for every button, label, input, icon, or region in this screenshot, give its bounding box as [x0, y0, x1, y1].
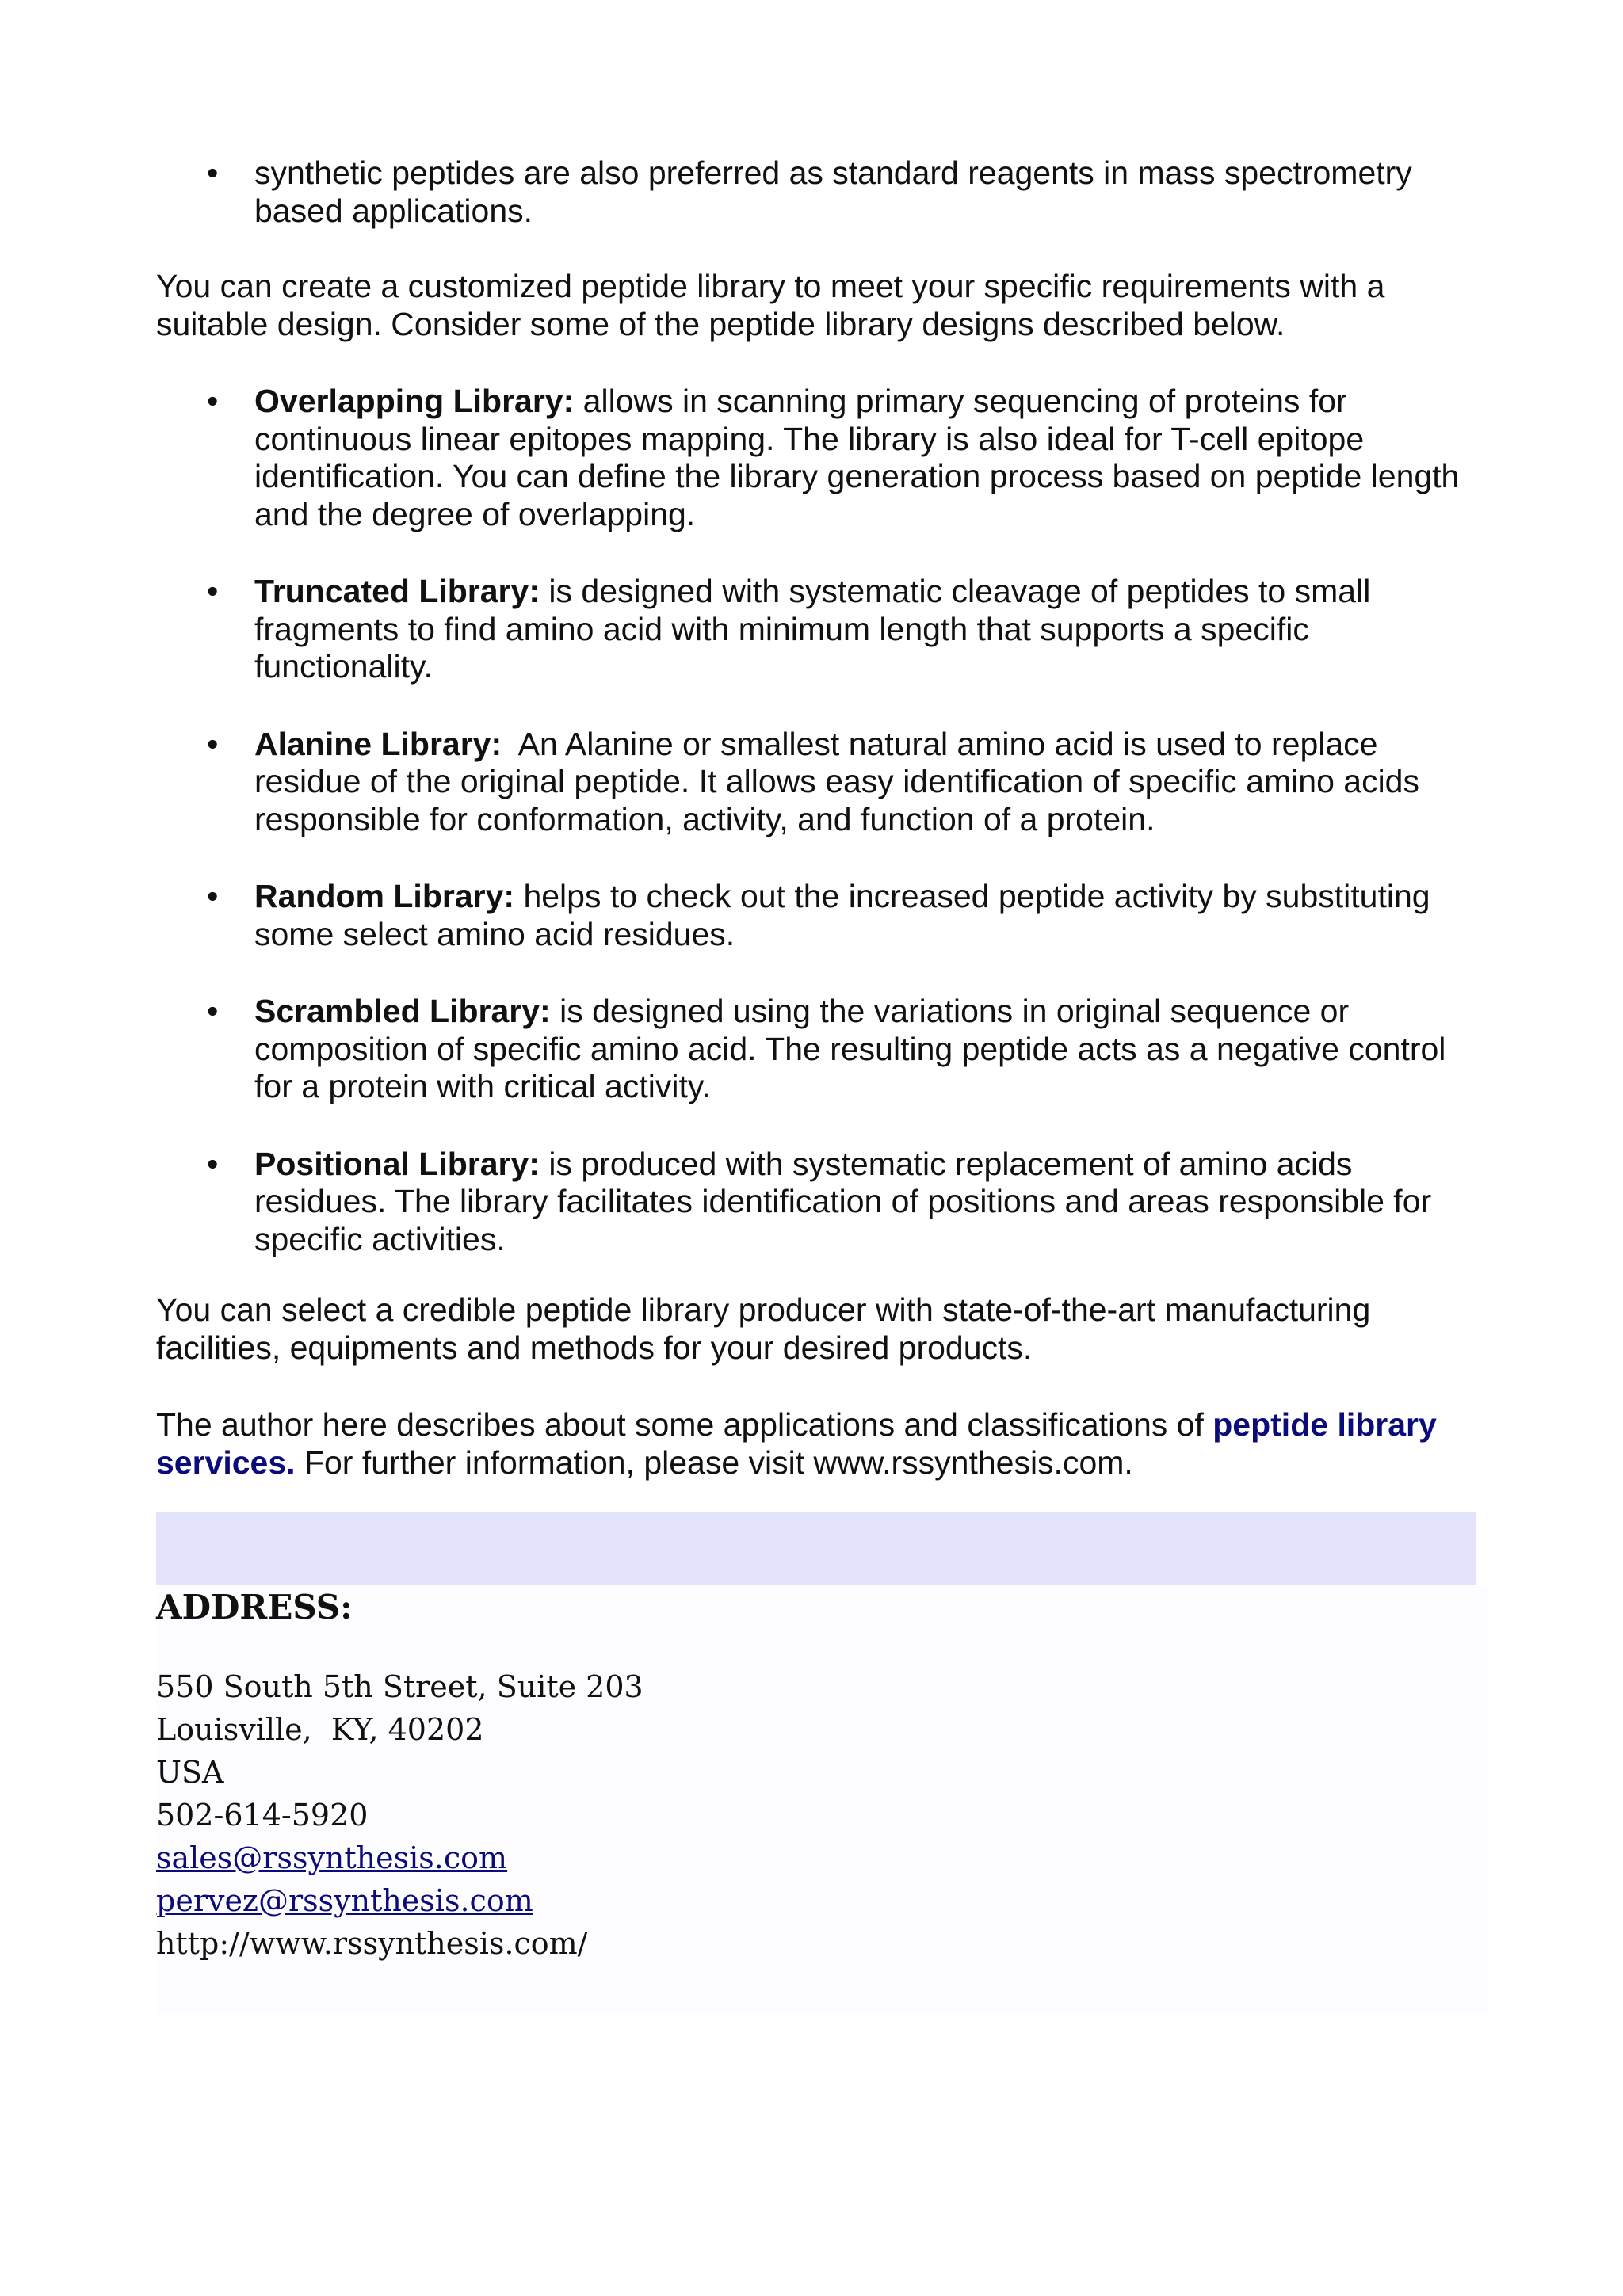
document-body	[156, 154, 1480, 1482]
pervez-email-link[interactable]: pervez@rssynthesis.com	[156, 1883, 533, 1918]
bullet-icon: •	[207, 725, 219, 762]
address-block	[156, 1586, 1487, 2014]
library-description: helps to check out the increased peptide activity by substituting some select amino acid residues.	[254, 878, 1430, 952]
library-description: allows in scanning primary sequencing of proteins for continuous linear epitopes mapping. The library is also ideal for T-cell epitope identification. You can define the library generation process based on peptide length and the degree of overlapping.	[254, 383, 1460, 532]
term-gap	[502, 726, 518, 762]
peptide-library-services-link[interactable]: peptide library services.	[156, 1406, 1437, 1481]
term-gap	[540, 573, 548, 609]
list-item-scrambled-library	[156, 993, 1480, 1106]
library-term: Scrambled Library:	[254, 993, 551, 1029]
list-item-alanine-library	[156, 726, 1480, 839]
library-description: is designed with systematic cleavage of peptides to small fragments to find amino acid with minimum length that supports a specific functionality.	[254, 573, 1371, 685]
author-paragraph	[156, 1406, 1480, 1482]
term-gap	[551, 993, 559, 1029]
sales-email-link[interactable]: sales@rssynthesis.com	[156, 1840, 508, 1875]
library-term: Truncated Library:	[254, 573, 540, 609]
address-street: 550 South 5th Street, Suite 203	[156, 1669, 643, 1704]
list-item-random-library	[156, 878, 1480, 953]
library-description: is designed using the variations in original sequence or composition of specific amino acid. The resulting peptide acts as a negative control for a protein with critical activity.	[254, 993, 1446, 1104]
list-item-truncated-library	[156, 573, 1480, 686]
address-website: http://www.rssynthesis.com/	[156, 1926, 588, 1961]
address-city: Louisville, KY, 40202	[156, 1712, 484, 1747]
term-gap	[514, 878, 523, 914]
bullet-icon: •	[207, 1145, 219, 1182]
bullet-icon: •	[207, 154, 219, 191]
intro-paragraph: You can create a customized peptide library to meet your specific requirements with a suitable design. Consider some of the peptide library designs described below.	[156, 268, 1385, 342]
library-description: is produced with systematic replacement of amino acids residues. The library facilitates identification of positions and areas responsible for specific activities.	[254, 1145, 1432, 1257]
bullet-icon: •	[207, 573, 219, 609]
library-term: Positional Library:	[254, 1145, 540, 1182]
library-term: Random Library:	[254, 878, 515, 914]
list-item-text: synthetic peptides are also preferred as standard reagents in mass spectrometry based applications.	[254, 154, 1412, 229]
term-gap	[540, 1146, 548, 1182]
author-trail-text: For further information, please visit www.rssynthesis.com.	[295, 1444, 1133, 1481]
producer-paragraph: You can select a credible peptide library producer with state-of-the-art manufacturing facilities, equipments and methods for your desired products.	[156, 1291, 1371, 1366]
address-phone: 502-614-5920	[156, 1798, 369, 1833]
bullet-icon: •	[207, 993, 219, 1029]
library-term: Alanine Library:	[254, 725, 502, 762]
bullet-icon: •	[207, 383, 219, 419]
address-heading: ADDRESS:	[156, 1588, 353, 1627]
library-term: Overlapping Library:	[254, 383, 575, 419]
bullet-icon: •	[207, 878, 219, 914]
term-gap	[574, 383, 582, 419]
address-country: USA	[156, 1755, 224, 1790]
list-item-overlapping-library	[156, 383, 1480, 533]
list-item-mass-spectrometry	[156, 154, 1480, 230]
highlight-band	[156, 1512, 1476, 1585]
author-lead-text: The author here describes about some applications and classifications of	[156, 1406, 1213, 1443]
library-description: An Alanine or smallest natural amino acid is used to replace residue of the original peptide. It allows easy identification of specific amino acids responsible for conformation, activity, and function of a protein.	[254, 725, 1419, 837]
list-item-positional-library	[156, 1146, 1480, 1259]
